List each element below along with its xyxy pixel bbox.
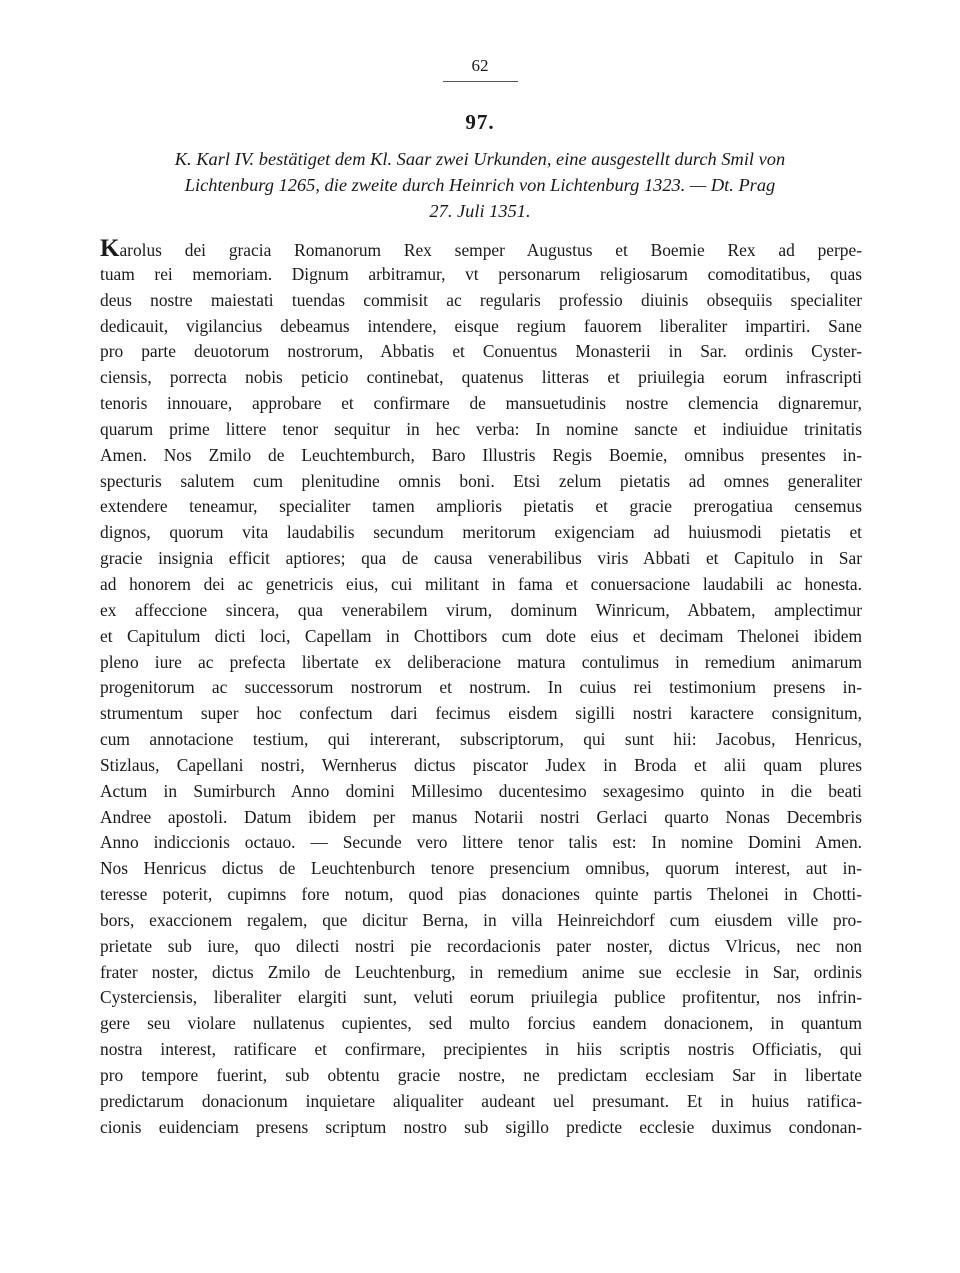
text-line: ciensis, porrecta nobis peticio continebat, quatenus litteras et priuilegia eorum infrascripti (100, 367, 862, 388)
text-line: pro parte deuotorum nostrorum, Abbatis et Conuentus Monasterii in Sar. ordinis Cyster- (100, 341, 862, 362)
text-line: dignos, quorum vita laudabilis secundum meritorum exigenciam ad huiusmodi pietatis et (100, 522, 862, 543)
text-line: dedicauit, vigilancius debeamus intendere, eisque regium fauorem liberaliter impartiri. Sane (100, 315, 862, 336)
text-line: tenoris innouare, approbare et confirmare de mansuetudinis nostre clemencia dignaremur, (100, 393, 862, 414)
text-line: Amen. Nos Zmilo de Leuchtemburch, Baro Illustris Regis Boemie, omnibus presentes in- (100, 444, 862, 465)
text-line: specturis salutem cum plenitudine omnis boni. Etsi zelum pietatis ad omnes generaliter (100, 470, 862, 491)
text-line: cum annotacione testium, qui intererant, subscriptorum, qui sunt hii: Jacobus, Henricus, (100, 729, 862, 750)
text-line: Actum in Sumirburch Anno domini Millesimo ducentesimo sexagesimo quinto in die beati (100, 780, 862, 801)
document-heading (100, 146, 860, 224)
text-line: deus nostre maiestati tuendas commisit ac regularis professio diuinis obsequiis specialiter (100, 289, 862, 310)
document-number: 97. (465, 110, 495, 134)
text-line: teresse poterit, cupimns fore notum, quod pias donaciones quinte partis Thelonei in Chotti- (100, 884, 862, 905)
text-line: gere seu violare nullatenus cupientes, sed multo forcius eandem donacionem, in quantum (100, 1013, 862, 1034)
text-line: progenitorum ac successorum nostrorum et nostrum. In cuius rei testimonium presens in- (100, 677, 862, 698)
heading-line: 27. Juli 1351. (429, 201, 531, 221)
heading-line: K. Karl IV. bestätiget dem Kl. Saar zwei Urkunden, eine ausgestellt durch Smil von (174, 149, 786, 169)
text-line: predictarum donacionum inquietare aliqualiter audeant uel presumant. Et in huius ratifica- (100, 1090, 862, 1111)
text-line: gracie insignia efficit aptiores; qua de causa venerabilibus viris Abbati et Capitulo in Sar (100, 548, 862, 569)
text-line: Cysterciensis, liberaliter elargiti sunt, veluti eorum priuilegia publice profitentur, nos infrin- (100, 987, 862, 1008)
text-line: Stizlaus, Capellani nostri, Wernherus dictus piscator Judex in Broda et alii quam plures (100, 754, 862, 775)
heading-line: Lichtenburg 1265, die zweite durch Heinrich von Lichtenburg 1323. — Dt. Prag (184, 175, 776, 195)
text-line: pro tempore fuerint, sub obtentu gracie nostre, ne predictam ecclesiam Sar in libertate (100, 1065, 862, 1085)
text-line: Karolus dei gracia Romanorum Rex semper Augustus et Boemie Rex ad perpe- (100, 236, 862, 262)
text-line: et Capitulum dicti loci, Capellam in Chottibors cum dote eius et decimam Thelonei ibidem (100, 625, 862, 646)
page-number-rule (443, 81, 518, 82)
text-line: Anno indiccionis octauo. — Secunde vero littere tenor talis est: In nomine Domini Amen. (100, 832, 862, 853)
text-line: Nos Henricus dictus de Leuchtenburch tenore presencium omnibus, quorum interest, aut in- (100, 858, 862, 879)
text-line: frater noster, dictus Zmilo de Leuchtenburg, in remedium anime sue ecclesie in Sar, ordinis (100, 961, 862, 982)
text-line: pleno iure ac prefecta libertate ex deliberacione matura contulimus in remedium animarum (100, 651, 862, 672)
text-line: quarum prime littere tenor sequitur in hec verba: In nomine sancte et indiuidue trinitatis (100, 418, 862, 439)
document-body (100, 236, 862, 1141)
text-line: Andree apostoli. Datum ibidem per manus Notarii nostri Gerlaci quarto Nonas Decembris (100, 806, 862, 827)
text-line: extendere teneamur, specialiter tamen amplioris pietatis et gracie prerogatiua censemus (100, 496, 862, 517)
text-line: ex affeccione sincera, qua venerabilem virum, dominum Winricum, Abbatem, amplectimur (100, 599, 862, 620)
text-line: ad honorem dei ac genetricis eius, cui militant in fama et conuersacione laudabili ac honesta. (100, 573, 862, 594)
text-line: strumentum super hoc confectum dari fecimus eisdem sigilli nostri karactere consignitum, (100, 703, 862, 724)
text-line: tuam rei memoriam. Dignum arbitramur, vt personarum religiosarum comoditatibus, quas (100, 263, 862, 284)
text-line: nostra interest, ratificare et confirmare, precipientes in hiis scriptis nostris Officiatis, qui (100, 1039, 862, 1060)
text-line: cionis euidenciam presens scriptum nostro sub sigillo predicte ecclesie duximus condonan- (100, 1116, 862, 1137)
page-number: 62 (471, 56, 489, 75)
text-line: bors, exaccionem regalem, que dicitur Berna, in villa Heinreichdorf cum eiusdem ville pro- (100, 909, 862, 930)
text-line: prietate sub iure, quo dilecti nostri pie recordacionis pater noster, dictus Vlricus, nec non (100, 935, 862, 956)
